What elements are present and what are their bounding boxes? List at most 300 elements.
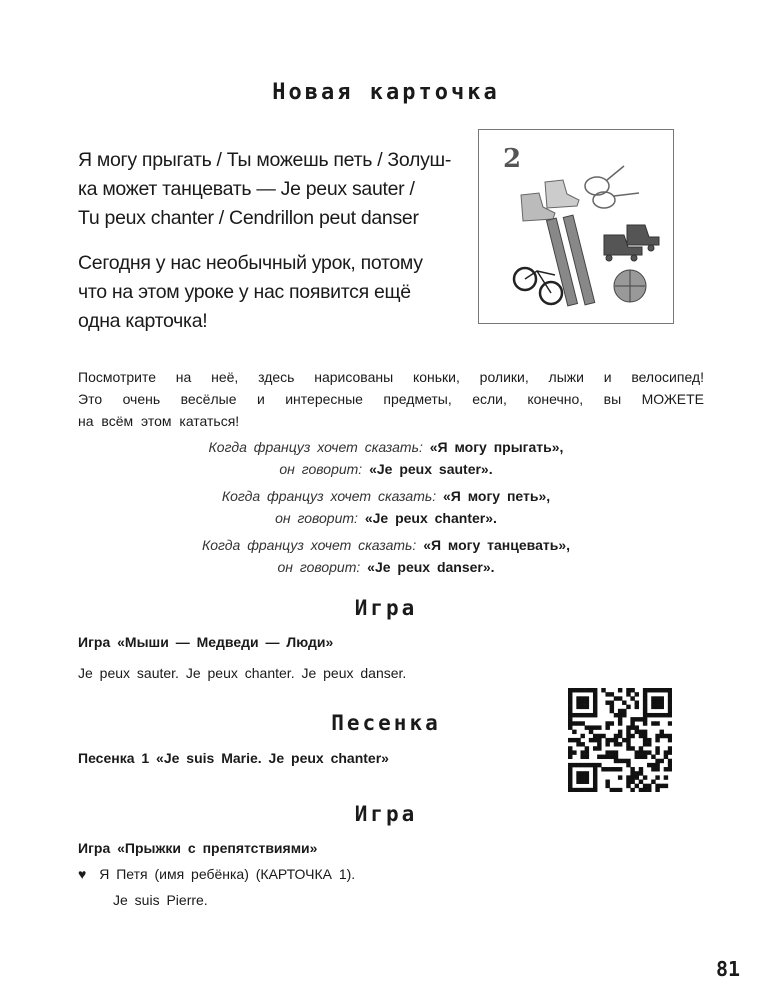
qr-module [610, 692, 614, 696]
qr-module [601, 755, 605, 759]
list-item [78, 866, 355, 882]
qr-module [568, 696, 572, 700]
qr-module [568, 738, 572, 742]
card-illustration [478, 129, 674, 324]
qr-module [655, 746, 659, 750]
qr-module [655, 738, 659, 742]
qr-module [664, 734, 668, 738]
qr-module [568, 713, 572, 717]
qr-module [639, 750, 643, 754]
qr-module [664, 775, 668, 779]
qr-module [614, 755, 618, 759]
qr-module [660, 759, 664, 763]
qr-module [593, 709, 597, 713]
qr-module [605, 721, 609, 725]
qr-module [593, 780, 597, 784]
qr-module [639, 717, 643, 721]
qr-module [610, 788, 614, 792]
intro-paragraph [78, 249, 474, 336]
qr-module [593, 696, 597, 700]
qr-module [568, 780, 572, 784]
quote-lead: Когда француз хочет сказать: [208, 439, 423, 455]
qr-module [635, 692, 639, 696]
qr-module [660, 705, 664, 709]
qr-module [668, 763, 672, 767]
qr-module [655, 750, 659, 754]
qr-module [618, 717, 622, 721]
qr-module [568, 700, 572, 704]
qr-module [655, 721, 659, 725]
qr-module [601, 734, 605, 738]
qr-module [601, 688, 605, 692]
qr-module [597, 755, 601, 759]
qr-module [655, 763, 659, 767]
body-paragraph [78, 366, 704, 432]
qr-module [660, 700, 664, 704]
qr-module [618, 721, 622, 725]
qr-module [635, 730, 639, 734]
qr-module [610, 721, 614, 725]
qr-module [626, 734, 630, 738]
qr-module [664, 750, 668, 754]
qr-module [593, 767, 597, 771]
qr-module [605, 750, 609, 754]
qr-module [610, 750, 614, 754]
intro-line: одна карточка! [78, 310, 208, 332]
qr-module [668, 705, 672, 709]
qr-module [593, 692, 597, 696]
qr-module [630, 780, 634, 784]
qr-module [651, 713, 655, 717]
qr-module [668, 767, 672, 771]
qr-module [576, 688, 580, 692]
qr-module [626, 775, 630, 779]
qr-module [610, 700, 614, 704]
qr-module [647, 750, 651, 754]
qr-module [643, 705, 647, 709]
qr-module [643, 721, 647, 725]
qr-module [614, 738, 618, 742]
qr-module [568, 775, 572, 779]
qr-module [568, 767, 572, 771]
qr-module [593, 688, 597, 692]
lead-line: ка может танцевать — Je peux sauter / [78, 178, 415, 200]
qr-module [668, 713, 672, 717]
qr-module [568, 717, 572, 721]
qr-module [643, 784, 647, 788]
qr-module [568, 746, 572, 750]
qr-module [585, 705, 589, 709]
quote-says: он говорит: [275, 510, 358, 526]
qr-module [585, 746, 589, 750]
qr-module [643, 734, 647, 738]
quote-2 [0, 485, 772, 529]
qr-module [635, 700, 639, 704]
qr-module [585, 688, 589, 692]
qr-module [593, 775, 597, 779]
qr-module [626, 730, 630, 734]
qr-module [589, 788, 593, 792]
quote-3 [0, 534, 772, 578]
qr-module [568, 750, 572, 754]
qr-module [618, 709, 622, 713]
qr-module [580, 721, 584, 725]
quote-ru: «Я могу прыгать», [429, 439, 564, 455]
qr-module [655, 705, 659, 709]
qr-module [655, 700, 659, 704]
qr-module [639, 767, 643, 771]
qr-module [651, 755, 655, 759]
quote-fr: «Je peux danser». [367, 559, 495, 575]
qr-module [639, 788, 643, 792]
qr-module [647, 788, 651, 792]
qr-module [668, 746, 672, 750]
qr-module [651, 700, 655, 704]
qr-module [618, 713, 622, 717]
quote-says: он говорит: [277, 559, 361, 575]
qr-module [626, 742, 630, 746]
qr-module [660, 734, 664, 738]
qr-module [618, 767, 622, 771]
section-heading: Игра [354, 596, 418, 620]
qr-module [643, 713, 647, 717]
qr-module [585, 755, 589, 759]
quote-fr: «Je peux sauter». [369, 461, 493, 477]
qr-module [626, 725, 630, 729]
skis-icon [547, 215, 595, 306]
qr-module [605, 725, 609, 729]
qr-module [647, 763, 651, 767]
qr-module [643, 709, 647, 713]
qr-module [668, 750, 672, 754]
qr-module [630, 717, 634, 721]
qr-module [580, 763, 584, 767]
qr-module [580, 705, 584, 709]
qr-module [660, 730, 664, 734]
qr-module [610, 705, 614, 709]
quote-lead: Когда француз хочет сказать: [221, 488, 437, 504]
quote-says: он говорит: [279, 461, 363, 477]
qr-module [626, 759, 630, 763]
qr-module [605, 692, 609, 696]
quote-block [0, 436, 772, 578]
qr-module [589, 713, 593, 717]
qr-module [572, 763, 576, 767]
qr-module [585, 713, 589, 717]
qr-module [643, 788, 647, 792]
qr-module [593, 784, 597, 788]
qr-module [593, 746, 597, 750]
qr-module [643, 696, 647, 700]
quote-ru: «Я могу танцевать», [423, 537, 570, 553]
qr-module [580, 780, 584, 784]
qr-module [576, 780, 580, 784]
qr-code[interactable] [568, 688, 672, 792]
qr-module [664, 713, 668, 717]
qr-module [618, 742, 622, 746]
qr-module [572, 750, 576, 754]
qr-module [614, 734, 618, 738]
qr-module [597, 738, 601, 742]
qr-module [635, 717, 639, 721]
qr-module [605, 738, 609, 742]
qr-module [585, 780, 589, 784]
qr-module [639, 771, 643, 775]
qr-module [576, 738, 580, 742]
qr-module [568, 725, 572, 729]
qr-module [580, 788, 584, 792]
intro-line: что на этом уроке у нас появится ещё [78, 281, 411, 303]
qr-module [622, 713, 626, 717]
qr-module [635, 750, 639, 754]
qr-module [630, 775, 634, 779]
qr-module [635, 705, 639, 709]
qr-module [639, 746, 643, 750]
qr-module [668, 709, 672, 713]
qr-module [576, 721, 580, 725]
qr-module [568, 755, 572, 759]
qr-module [568, 688, 572, 692]
qr-module [580, 700, 584, 704]
qr-module [614, 713, 618, 717]
qr-module [639, 730, 643, 734]
qr-module [668, 700, 672, 704]
card-number: 2 [503, 144, 522, 174]
qr-module [651, 763, 655, 767]
qr-module [626, 746, 630, 750]
qr-module [647, 688, 651, 692]
lead-line: Я могу прыгать / Ты можешь петь / Золуш- [78, 149, 452, 171]
qr-module [572, 713, 576, 717]
qr-module [610, 738, 614, 742]
qr-module [622, 759, 626, 763]
qr-module [651, 705, 655, 709]
qr-module [630, 767, 634, 771]
qr-module [643, 775, 647, 779]
rackets-icon [585, 166, 639, 208]
roller-skates-icon [604, 225, 659, 261]
qr-module [593, 738, 597, 742]
qr-module [643, 700, 647, 704]
qr-module [597, 725, 601, 729]
qr-module [605, 767, 609, 771]
body-line: Посмотрите на неё, здесь нарисованы коньки, ролики, лыжи и велосипед! [78, 369, 704, 385]
qr-module [651, 767, 655, 771]
qr-module [593, 788, 597, 792]
list-item-french: Je suis Pierre. [113, 892, 208, 908]
qr-module [668, 734, 672, 738]
qr-module [626, 705, 630, 709]
qr-module [664, 767, 668, 771]
list-item-text: Я Петя (имя ребёнка) (КАРТОЧКА 1). [99, 866, 356, 882]
qr-module [630, 771, 634, 775]
qr-module [668, 696, 672, 700]
section-text: Je peux sauter. Je peux chanter. Je peux danser. [78, 665, 407, 681]
qr-module [643, 755, 647, 759]
qr-module [618, 759, 622, 763]
qr-module [572, 738, 576, 742]
qr-module [580, 742, 584, 746]
qr-module [618, 688, 622, 692]
section-heading: Песенка [331, 711, 441, 735]
section-heading: Игра [354, 802, 418, 826]
qr-module [576, 713, 580, 717]
qr-module [664, 755, 668, 759]
heart-bullet-icon: ♥ [78, 866, 87, 882]
qr-module [610, 767, 614, 771]
qr-module [580, 734, 584, 738]
qr-module [585, 775, 589, 779]
qr-module [576, 705, 580, 709]
qr-module [580, 688, 584, 692]
qr-module [580, 775, 584, 779]
qr-module [626, 738, 630, 742]
qr-module [630, 734, 634, 738]
qr-module [585, 696, 589, 700]
qr-module [664, 784, 668, 788]
qr-module [605, 755, 609, 759]
qr-module [626, 780, 630, 784]
qr-module [585, 725, 589, 729]
qr-module [614, 759, 618, 763]
qr-module [630, 688, 634, 692]
qr-module [576, 771, 580, 775]
section-subtitle: Песенка 1 «Je suis Marie. Je peux chanter» [78, 750, 389, 766]
qr-module [589, 688, 593, 692]
qr-module [639, 780, 643, 784]
body-line: Это очень весёлые и интересные предметы, если, конечно, вы МОЖЕТЕ [78, 391, 704, 407]
qr-module [572, 721, 576, 725]
qr-module [601, 767, 605, 771]
qr-module [568, 771, 572, 775]
intro-line: Сегодня у нас необычный урок, потому [78, 252, 423, 274]
qr-module [580, 771, 584, 775]
qr-module [635, 725, 639, 729]
qr-module [597, 734, 601, 738]
qr-module [589, 730, 593, 734]
basketball-icon [614, 270, 646, 302]
qr-module [568, 721, 572, 725]
qr-module [585, 750, 589, 754]
lead-paragraph [78, 146, 474, 233]
qr-module [593, 713, 597, 717]
qr-module [668, 759, 672, 763]
quote-fr: «Je peux chanter». [364, 510, 497, 526]
qr-module [668, 721, 672, 725]
qr-module [589, 763, 593, 767]
qr-module [610, 755, 614, 759]
qr-module [597, 742, 601, 746]
qr-module [643, 750, 647, 754]
qr-module [651, 688, 655, 692]
qr-module [630, 788, 634, 792]
qr-module [635, 784, 639, 788]
qr-module [647, 784, 651, 788]
qr-module [643, 688, 647, 692]
qr-module [618, 730, 622, 734]
qr-module [568, 763, 572, 767]
qr-module [576, 742, 580, 746]
qr-module [655, 767, 659, 771]
qr-module [614, 696, 618, 700]
qr-module [626, 784, 630, 788]
qr-module [593, 771, 597, 775]
qr-module [647, 738, 651, 742]
qr-module [651, 721, 655, 725]
qr-module [585, 763, 589, 767]
qr-module [643, 692, 647, 696]
qr-module [630, 725, 634, 729]
qr-module [585, 788, 589, 792]
qr-module [589, 738, 593, 742]
qr-module [635, 771, 639, 775]
quote-ru: «Я могу петь», [443, 488, 551, 504]
qr-module [618, 734, 622, 738]
qr-module [576, 788, 580, 792]
qr-module [639, 734, 643, 738]
qr-module [639, 755, 643, 759]
qr-module [655, 696, 659, 700]
quote-lead: Когда француз хочет сказать: [202, 537, 417, 553]
qr-module [618, 696, 622, 700]
qr-module [568, 784, 572, 788]
qr-module [614, 788, 618, 792]
qr-module [597, 746, 601, 750]
qr-module [593, 763, 597, 767]
sports-items-image [479, 130, 673, 323]
qr-module [580, 750, 584, 754]
qr-module [635, 755, 639, 759]
qr-module [576, 763, 580, 767]
qr-module [655, 775, 659, 779]
qr-module [605, 780, 609, 784]
qr-module [593, 734, 597, 738]
qr-module [605, 784, 609, 788]
qr-module [597, 763, 601, 767]
page-number: 81 [716, 957, 741, 981]
qr-module [589, 725, 593, 729]
qr-module [572, 688, 576, 692]
qr-module [585, 771, 589, 775]
qr-module [580, 713, 584, 717]
qr-module [651, 780, 655, 784]
section-subtitle: Игра «Прыжки с препятствиями» [78, 840, 318, 856]
qr-module [622, 700, 626, 704]
qr-module [668, 692, 672, 696]
qr-module [614, 750, 618, 754]
qr-module [647, 742, 651, 746]
body-line: на всём этом кататься! [78, 413, 240, 429]
qr-module [568, 692, 572, 696]
page-title: Новая карточка [272, 80, 500, 105]
qr-module [576, 696, 580, 700]
qr-module [643, 742, 647, 746]
qr-module [614, 742, 618, 746]
qr-module [568, 705, 572, 709]
qr-module [655, 784, 659, 788]
qr-module [660, 696, 664, 700]
qr-module [668, 688, 672, 692]
qr-module [572, 788, 576, 792]
qr-module [626, 692, 630, 696]
qr-module [576, 700, 580, 704]
section-subtitle: Игра «Мыши — Медведи — Люди» [78, 634, 334, 650]
quote-1 [0, 436, 772, 480]
qr-module [610, 709, 614, 713]
qr-module [618, 775, 622, 779]
qr-module [643, 738, 647, 742]
qr-module [635, 775, 639, 779]
